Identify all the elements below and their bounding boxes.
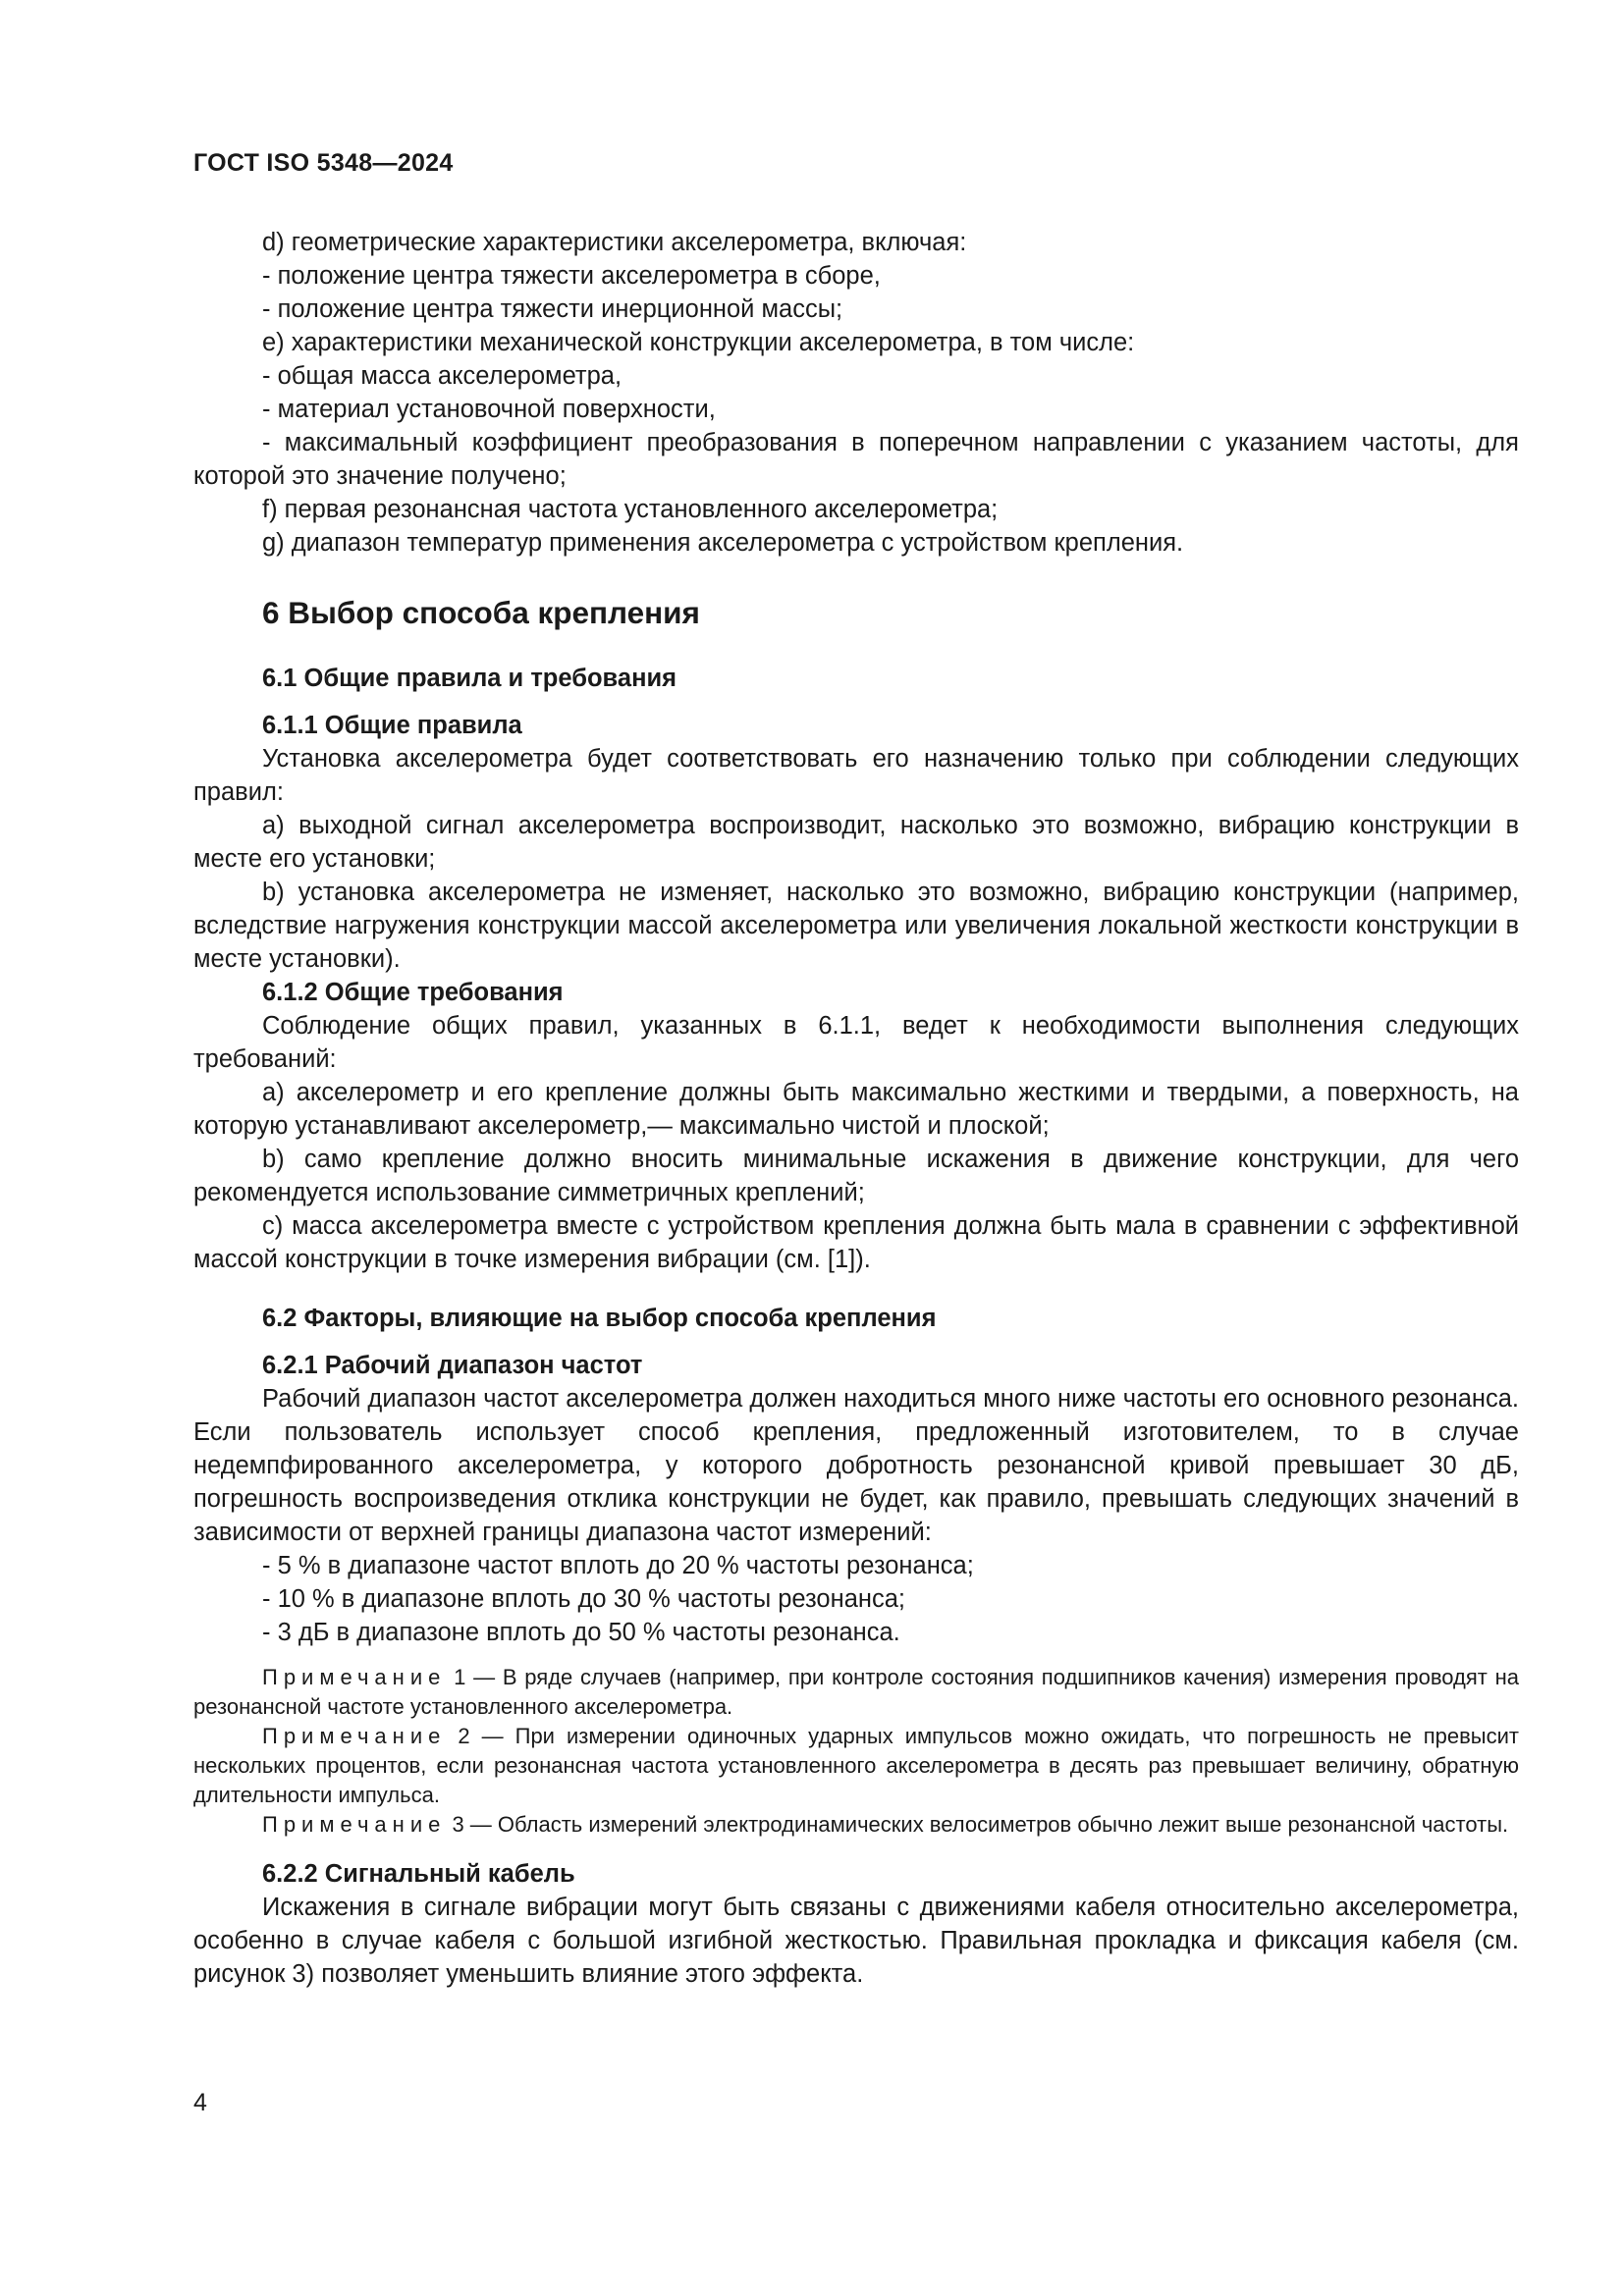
list-item: - общая масса акселерометра,	[262, 362, 623, 390]
note-label: Примечание	[262, 1724, 447, 1748]
paragraph: b) установка акселерометра не изменяет, насколько это возможно, вибрацию конструкции (например, вследствие нагружения конструкции массой акселерометра или увеличения локальной жесткости конструкции в месте установки).	[193, 879, 1519, 973]
list-item: - материал установочной поверхности,	[262, 396, 716, 423]
paragraph: a) выходной сигнал акселерометра воспроизводит, насколько это возможно, вибрацию конструкции в месте его установки;	[193, 812, 1519, 873]
paragraph: Искажения в сигнале вибрации могут быть связаны с движениями кабеля относительно акселерометра, особенно в случае кабеля с большой изгибной жесткостью. Правильная прокладка и фиксация кабеля (см. рисунок 3) позволяет уменьшить влияние этого эффекта.	[193, 1894, 1519, 1988]
section-6-1-title: 6.1 Общие правила и требования	[262, 665, 677, 692]
list-item: - положение центра тяжести инерционной массы;	[262, 295, 843, 323]
section-6-1-2-title: 6.1.2 Общие требования	[262, 979, 564, 1006]
document-body	[193, 226, 1519, 1991]
list-item-d: d) геометрические характеристики акселерометра, включая:	[262, 229, 967, 256]
note-1	[193, 1663, 1519, 1722]
paragraph: b) само крепление должно вносить минимальные искажения в движение конструкции, для чего рекомендуется использование симметричных креплений;	[193, 1146, 1519, 1206]
section-6-title: 6 Выбор способа крепления	[262, 595, 700, 630]
list-item-g: g) диапазон температур применения акселерометра с устройством крепления.	[262, 529, 1184, 557]
page-number: 4	[193, 2089, 207, 2116]
paragraph: a) акселерометр и его крепление должны быть максимально жесткими и твердыми, а поверхность, на которую устанавливают акселерометр,— максимально чистой и плоской;	[193, 1079, 1519, 1140]
note-text: 3 — Область измерений электродинамических велосиметров обычно лежит выше резонансной частоты.	[446, 1812, 1509, 1837]
note-3	[193, 1810, 1519, 1840]
list-item-f: f) первая резонансная частота установленного акселерометра;	[262, 496, 999, 523]
paragraph: Рабочий диапазон частот акселерометра должен находиться много ниже частоты его основного резонанса. Если пользователь использует способ крепления, предложенный изготовителем, то в случае недемпфированного акселерометра, у которого добротность резонансной кривой превышает 30 дБ, погрешность воспроизведения отклика конструкции не будет, как правило, превышать следующих значений в зависимости от верхней границы диапазона частот измерений:	[193, 1385, 1519, 1546]
list-item-e: e) характеристики механической конструкции акселерометра, в том числе:	[262, 329, 1135, 356]
section-6-1-1-title: 6.1.1 Общие правила	[262, 712, 522, 739]
note-text: 1 — В ряде случаев (например, при контроле состояния подшипников качения) измерения проводят на резонансной частоте установленного акселерометра.	[193, 1665, 1519, 1719]
list-item: - 5 % в диапазоне частот вплоть до 20 % частоты резонанса;	[262, 1552, 974, 1579]
paragraph: Установка акселерометра будет соответствовать его назначению только при соблюдении следующих правил:	[193, 745, 1519, 806]
note-2	[193, 1722, 1519, 1810]
note-label: Примечание	[262, 1665, 447, 1689]
note-text: 2 — При измерении одиночных ударных импульсов можно ожидать, что погрешность не превысит нескольких процентов, если резонансная частота установленного акселерометра в десять раз превышает величину, обратную длительности импульса.	[193, 1724, 1519, 1807]
list-item: - положение центра тяжести акселерометра в сборе,	[262, 262, 881, 290]
paragraph: Соблюдение общих правил, указанных в 6.1.1, ведет к необходимости выполнения следующих требований:	[193, 1012, 1519, 1073]
list-item: - 3 дБ в диапазоне вплоть до 50 % частоты резонанса.	[262, 1619, 900, 1646]
section-6-2-2-title: 6.2.2 Сигнальный кабель	[262, 1860, 575, 1888]
document-code: ГОСТ ISO 5348—2024	[193, 149, 454, 177]
note-label: Примечание	[262, 1812, 447, 1837]
list-item: - 10 % в диапазоне вплоть до 30 % частоты резонанса;	[262, 1585, 905, 1613]
section-6-2-title: 6.2 Факторы, влияющие на выбор способа крепления	[262, 1305, 937, 1332]
list-item: - максимальный коэффициент преобразования в поперечном направлении с указанием частоты, для которой это значение получено;	[193, 429, 1519, 490]
section-6-2-1-title: 6.2.1 Рабочий диапазон частот	[262, 1352, 643, 1379]
paragraph: c) масса акселерометра вместе с устройством крепления должна быть мала в сравнении с эффективной массой конструкции в точке измерения вибрации (см. [1]).	[193, 1212, 1519, 1273]
